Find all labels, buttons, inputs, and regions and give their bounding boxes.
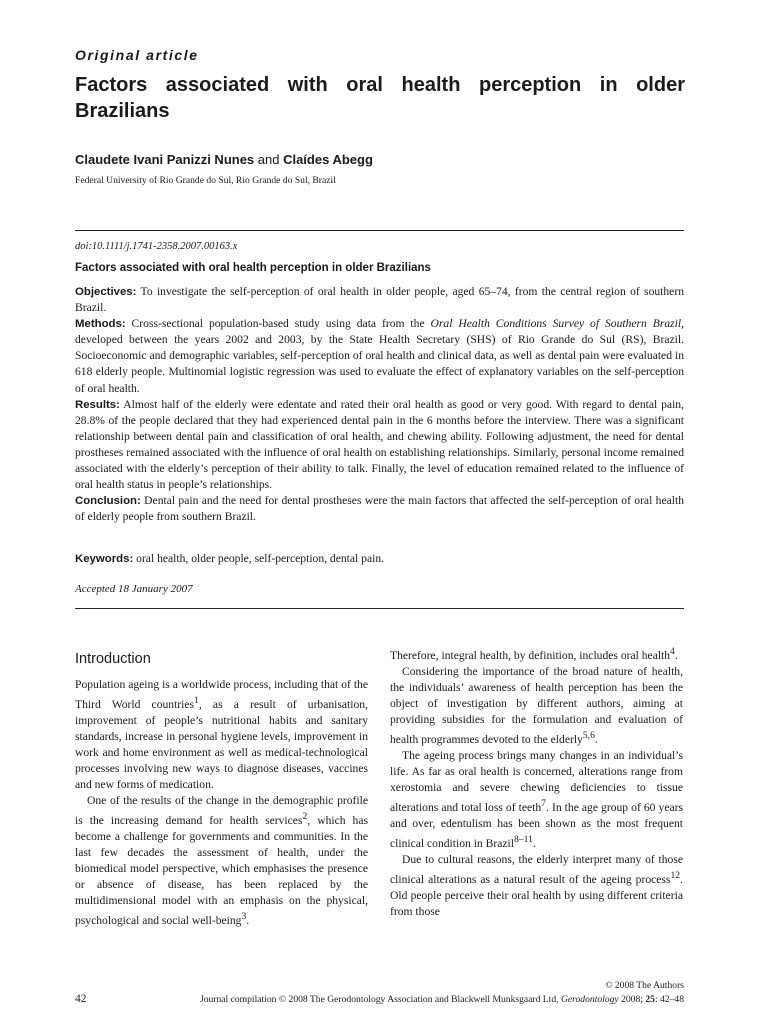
paragraph: Considering the importance of the broad nature of health, the individuals’ awareness of health perception has been the object of investigation by different authors, aiming at providing subsidies for the formulation and evaluation of health programmes devoted to the elderly$^{5,6}$.	[390, 664, 683, 746]
abstract-objectives: Objectives: To investigate the self-perception of oral health in older people, aged 65–74, from the central region of southern Brazil.	[75, 285, 684, 315]
paragraph: Therefore, integral health, by definition, includes oral health$^4$.	[390, 646, 678, 662]
paragraph: Population ageing is a worldwide process, including that of the Third World countries$^1$, as a result of urbanisation, improvement of people’s nutritional habits and sanitary standards, increase in personal hygiene levels, improvement in work and home environment as well as medical-technological processes involving new ways to diagnose diseases, vaccines and new forms of medication.	[75, 678, 368, 792]
citation[interactable]: 1	[194, 695, 199, 707]
citation[interactable]: 12	[670, 870, 681, 882]
article-title: Factors associated with oral health perception in older Brazilians	[75, 74, 685, 122]
citation[interactable]: 2	[302, 811, 308, 823]
section-label: Original article	[75, 47, 199, 63]
abstract-label: Methods:	[75, 318, 126, 331]
body-column-left	[75, 677, 368, 929]
abstract-title: Factors associated with oral health perception in older Brazilians	[75, 262, 431, 274]
section-heading: Introduction	[75, 651, 151, 667]
author-name: Claudete Ivani Panizzi Nunes	[75, 152, 255, 167]
citation[interactable]: 8–11	[513, 834, 533, 846]
paragraph: One of the results of the change in the demographic profile is the increasing demand for health services$^2$, which has become a challenge for governments and communities. In the last few decades the assessment of health, under the biomedical model perspective, which emphasises the presence or absence of disease, has been replaced by the multidimensional model with an emphasis on the physical, psychological and social well-being$^3$.	[75, 794, 368, 928]
journal-volume: 25	[645, 994, 655, 1005]
abstract-results: Results: Almost half of the elderly were edentate and rated their oral health as good or very good. With regard to dental pain, 28.8% of the people declared that they had experienced dental pain in the 6 months before the interview. There was a significant relationship between dental pain and classification of oral health, and chewing ability. Following adjustment, the need for dental prostheses remained associated with the influence of oral health on establishing relationships. Similarly, personal income remained associated with the elderly’s perception of their ability to talk. Finally, the level of education remained related to the influence of oral health status in people’s relationships.	[75, 397, 684, 492]
accepted-date: Accepted 18 January 2007	[75, 583, 193, 595]
author-joiner: and	[254, 152, 284, 167]
journal-name: Gerodontology	[560, 994, 619, 1005]
abstract	[75, 284, 684, 525]
page-number: 42	[75, 993, 87, 1005]
divider	[75, 608, 684, 609]
abstract-conclusion: Conclusion: Dental pain and the need for dental prostheses were the main factors that affected the self-perception of oral health of elderly people from southern Brazil.	[75, 494, 684, 524]
footer-journal: Journal compilation © 2008 The Gerodontology Association and Blackwell Munksgaard Ltd, Gerodontology 2008; 25: 42–48	[199, 994, 684, 1005]
paragraph: The ageing process brings many changes in an individual’s life. As far as oral health is concerned, alterations range from xerostomia and severe chewing deficiencies to tissue alterations and total loss of teeth$^7$. In the age group of 60 years and over, edentulism has been shown as the most frequent clinical condition in Brazil$^{8-11}$.	[390, 749, 683, 850]
abstract-label: Conclusion:	[75, 495, 141, 508]
survey-name: Oral Health Conditions Survey of Southern Brazil	[430, 317, 682, 331]
keywords: Keywords: oral health, older people, self-perception, dental pain.	[75, 552, 385, 565]
footer-copyright: © 2008 The Authors	[605, 980, 684, 991]
body-column-right	[390, 644, 683, 920]
abstract-label: Results:	[75, 398, 120, 411]
doi[interactable]: doi:10.1111/j.1741-2358.2007.00163.x	[75, 241, 238, 252]
author-line	[75, 152, 373, 167]
citation[interactable]: 5,6	[582, 730, 595, 742]
affiliation: Federal University of Rio Grande do Sul, Rio Grande do Sul, Brazil	[75, 175, 336, 186]
citation[interactable]: 7	[541, 798, 546, 810]
citation[interactable]: 3	[241, 911, 247, 923]
author-name: Claídes Abegg	[283, 152, 373, 167]
citation[interactable]: 4	[670, 646, 675, 657]
paragraph: Due to cultural reasons, the elderly interpret many of those clinical alterations as a natural result of the ageing process$^{12}$. Old people perceive their oral health by using different criteria from those	[390, 853, 683, 918]
divider	[75, 230, 684, 231]
keywords-label: Keywords:	[75, 553, 134, 565]
abstract-methods: Methods: Cross-sectional population-based study using data from the Oral Health Conditions Survey of Southern Brazil, developed between the years 2002 and 2003, by the State Health Secretary (SHS) of Rio Grande do Sul (RS), Brazil. Socioeconomic and demographic variables, self-perception of oral health and clinical data, as well as dental pain were evaluated in 618 elderly people. Multinomial logistic regression was used to evaluate the effect of explanatory variables on the self-perception of oral health.	[75, 317, 684, 395]
abstract-label: Objectives:	[75, 286, 137, 298]
